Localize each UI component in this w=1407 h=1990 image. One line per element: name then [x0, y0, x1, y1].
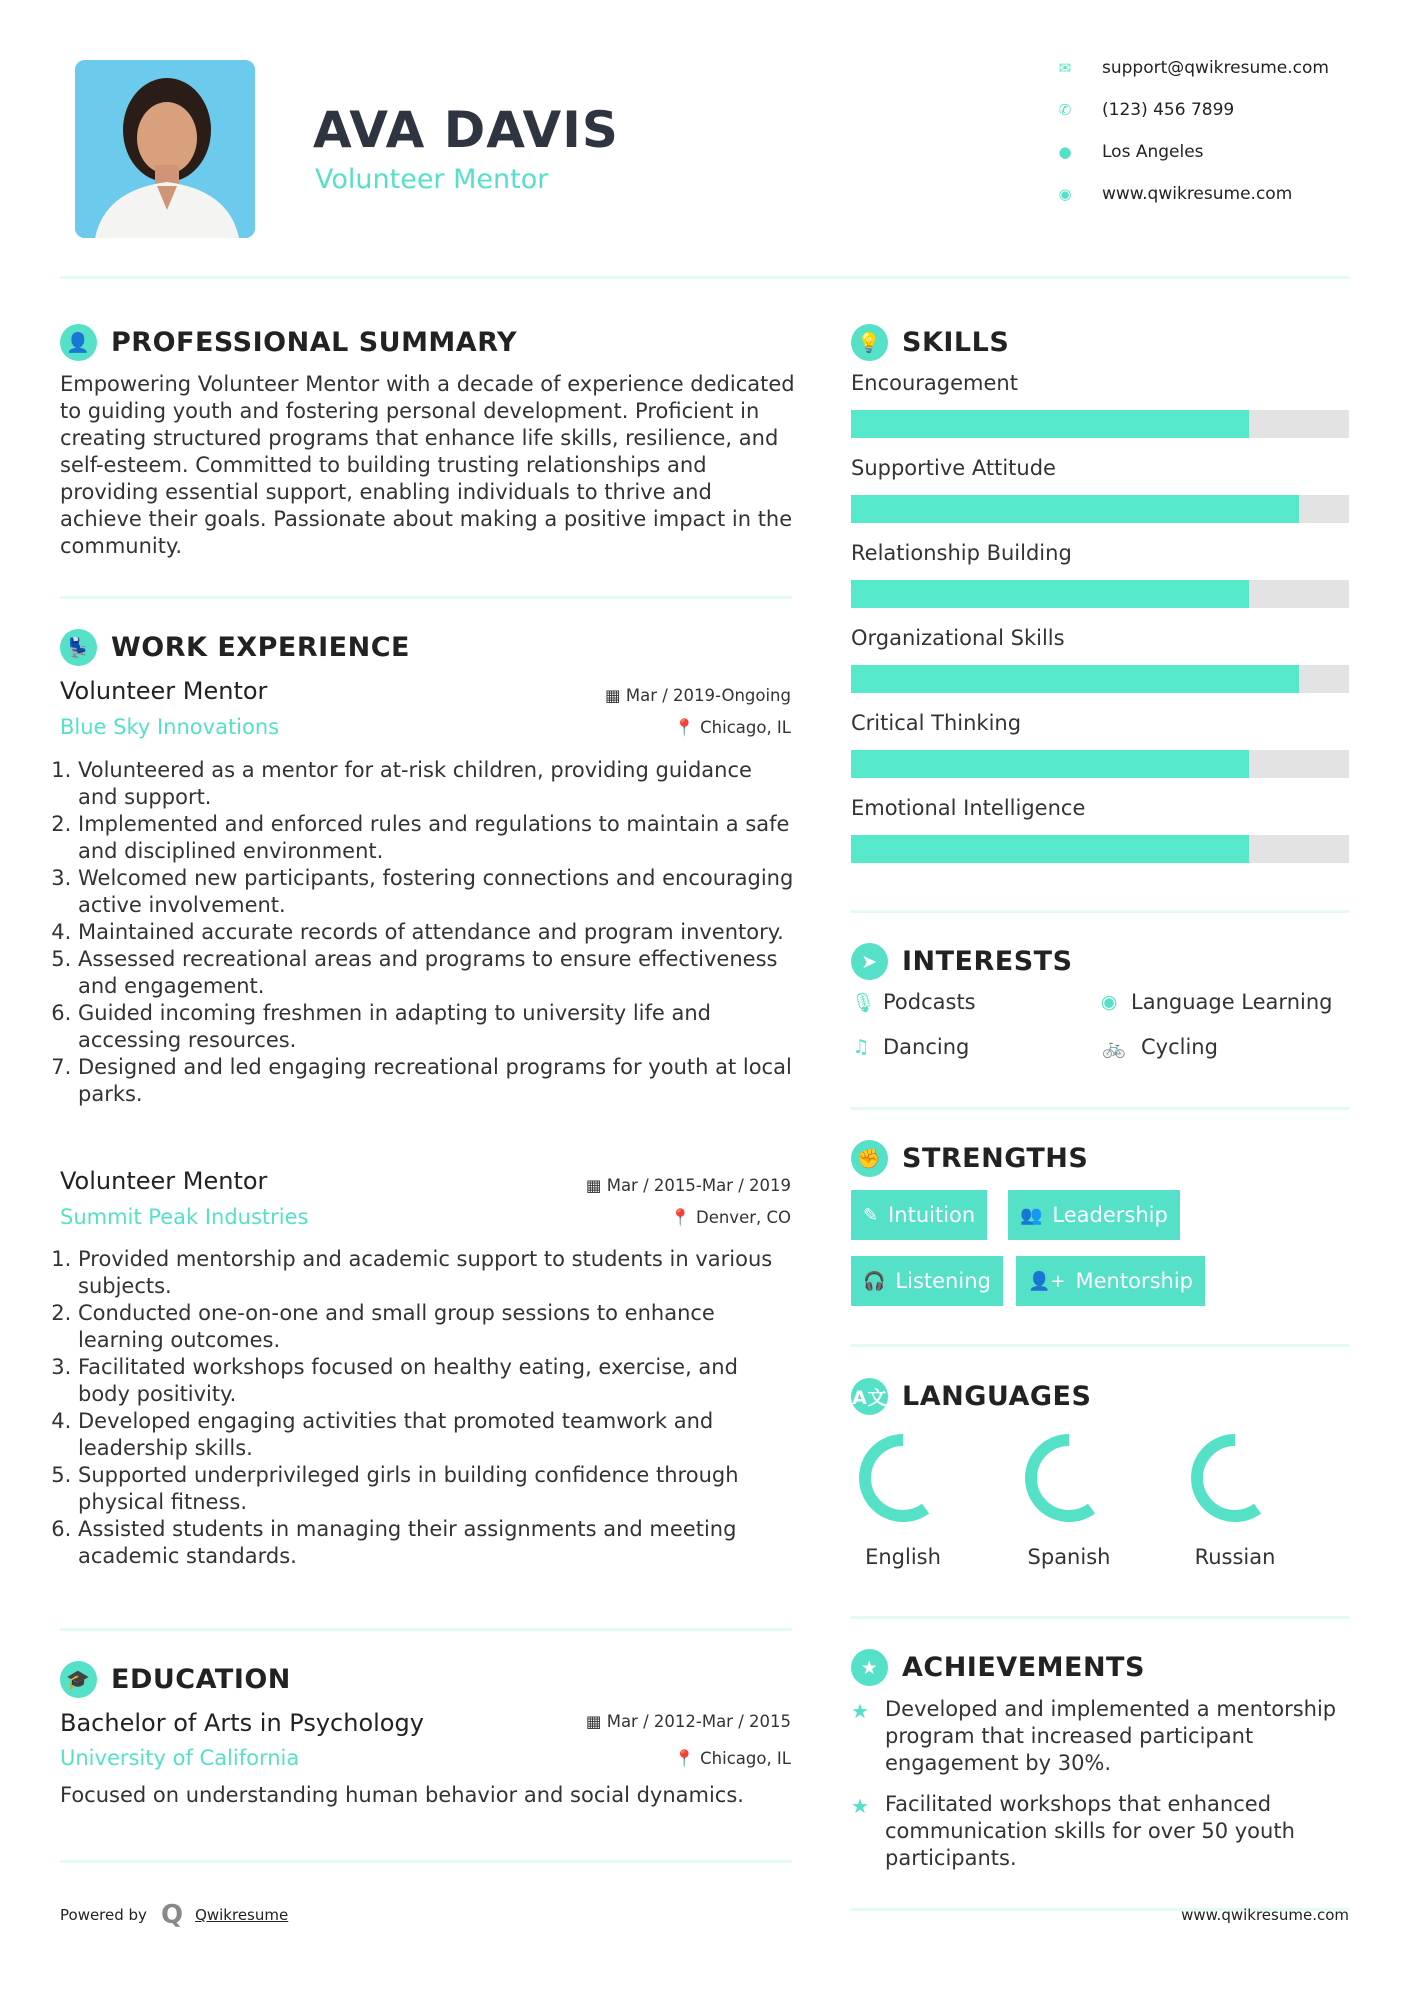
education-location	[674, 1749, 791, 1769]
languages-title: LANGUAGES	[902, 1381, 1092, 1412]
strength-listening	[851, 1256, 1003, 1306]
user-icon: 👤	[60, 324, 97, 361]
skill-bar	[851, 495, 1349, 523]
contact-email[interactable]	[1055, 58, 1329, 78]
interest-podcasts	[851, 990, 976, 1014]
education-text: Focused on understanding human behavior and social dynamics.	[60, 1783, 744, 1807]
skill-bar-fill	[851, 580, 1249, 608]
duty-item: 5. Assessed recreational areas and programs to ensure effectiveness and engagement.	[78, 946, 795, 1000]
skill-bar	[851, 750, 1349, 778]
education-title: EDUCATION	[111, 1664, 291, 1695]
contact-phone[interactable]	[1055, 100, 1234, 120]
strengths-heading	[851, 1140, 1088, 1177]
skill-bar	[851, 835, 1349, 863]
duty-item: 6. Guided incoming freshmen in adapting to university life and accessing resources.	[78, 1000, 795, 1054]
globe-icon: ◉	[1100, 991, 1118, 1013]
strength-mentorship	[1016, 1256, 1205, 1306]
summary-text: Empowering Volunteer Mentor with a decade of experience dedicated to guiding youth and fostering personal development. Proficient in creating structured programs that enhance life skills, resilience, and self-esteem. Committed to building trusting relationships and providing essential support, enabling individuals to thrive and achieve their goals. Passionate about making a positive impact in the community.	[60, 372, 795, 558]
education-date-text: Mar / 2012-Mar / 2015	[606, 1712, 791, 1731]
duty-item: 1. Provided mentorship and academic support to students in various subjects.	[78, 1246, 795, 1300]
achievement-text: Facilitated workshops that enhanced communication skills for over 50 youth participants.	[885, 1792, 1295, 1870]
skill-bar-fill	[851, 410, 1249, 438]
skill-bar	[851, 580, 1349, 608]
skill-label: Encouragement	[851, 371, 1018, 395]
skill-label: Relationship Building	[851, 541, 1072, 565]
job-2-date	[586, 1176, 791, 1195]
language-icon: A文	[851, 1378, 888, 1415]
language-ring	[857, 1432, 949, 1528]
interest-label: Cycling	[1141, 1035, 1218, 1059]
interest-label: Language Learning	[1131, 990, 1333, 1014]
interest-language-learning	[1099, 990, 1332, 1014]
job-2-location-text: Denver, CO	[695, 1208, 791, 1227]
star-icon: ★	[851, 1699, 869, 1723]
envelope-icon: ✉	[1058, 59, 1072, 77]
skill-label: Supportive Attitude	[851, 456, 1056, 480]
achievement-text: Developed and implemented a mentorship program that increased participant engagement by 30%.	[885, 1697, 1337, 1775]
interests-divider	[851, 1107, 1349, 1110]
microphone-icon: 🎙	[851, 991, 876, 1014]
strength-label: Intuition	[888, 1203, 976, 1227]
education-divider	[60, 1860, 792, 1863]
candidate-name: AVA DAVIS	[313, 101, 619, 159]
contact-phone-text: (123) 456 7899	[1102, 100, 1235, 120]
strengths-divider	[851, 1344, 1349, 1347]
fist-icon: ✊	[851, 1140, 888, 1177]
language-ring	[1189, 1432, 1281, 1528]
lightbulb-icon: 💡	[851, 324, 888, 361]
contact-email-text: support@qwikresume.com	[1102, 58, 1329, 78]
interest-dancing	[851, 1035, 969, 1059]
powered-by	[60, 1900, 288, 1930]
language-ring	[1023, 1432, 1115, 1528]
star-icon: ★	[851, 1794, 869, 1818]
education-school: University of California	[60, 1746, 300, 1770]
job-1-location-text: Chicago, IL	[700, 718, 791, 737]
duty-item: 2. Conducted one-on-one and small group sessions to enhance learning outcomes.	[78, 1300, 795, 1354]
users-icon: 👥	[1020, 1204, 1043, 1226]
header-divider	[60, 276, 1349, 279]
duty-item: 3. Welcomed new participants, fostering connections and encouraging active involvement.	[78, 865, 795, 919]
duty-item: 4. Maintained accurate records of attendance and program inventory.	[78, 919, 795, 946]
education-date	[586, 1712, 791, 1731]
job-1-company: Blue Sky Innovations	[60, 715, 280, 739]
duty-item: 7. Designed and led engaging recreational programs for youth at local parks.	[78, 1054, 795, 1108]
graduate-icon: 🎓	[60, 1661, 97, 1698]
duty-item: 4. Developed engaging activities that promoted teamwork and leadership skills.	[78, 1408, 795, 1462]
profile-photo	[75, 60, 255, 238]
magic-wand-icon: ✎	[863, 1204, 879, 1226]
interests-title: INTERESTS	[902, 946, 1073, 977]
achievements-title: ACHIEVEMENTS	[902, 1652, 1145, 1683]
skill-label: Emotional Intelligence	[851, 796, 1086, 820]
calendar-icon: ▦	[585, 1176, 607, 1195]
pin-icon: 📍	[674, 1749, 701, 1768]
candidate-role: Volunteer Mentor	[315, 164, 549, 195]
education-degree: Bachelor of Arts in Psychology	[60, 1709, 424, 1737]
achievements-heading	[851, 1649, 1145, 1686]
language-label: Spanish	[1027, 1545, 1111, 1569]
strength-intuition	[851, 1190, 987, 1240]
job-1-duties	[60, 757, 795, 1108]
languages-divider	[851, 1616, 1349, 1619]
interests-heading	[851, 943, 1073, 980]
interest-cycling	[1099, 1035, 1218, 1059]
duty-item: 2. Implemented and enforced rules and regulations to maintain a safe and disciplined environment.	[78, 811, 795, 865]
headphones-icon: 🎧	[863, 1270, 886, 1292]
strength-label: Leadership	[1052, 1203, 1168, 1227]
globe-icon: ◉	[1058, 185, 1072, 203]
summary-divider	[60, 596, 792, 599]
summary-title: PROFESSIONAL SUMMARY	[111, 327, 518, 358]
contact-location	[1055, 142, 1204, 162]
paper-plane-icon: ➤	[851, 943, 888, 980]
strengths-title: STRENGTHS	[902, 1143, 1089, 1174]
phone-icon: ✆	[1058, 101, 1072, 119]
job-2-company: Summit Peak Industries	[60, 1205, 309, 1229]
summary-heading	[60, 324, 517, 361]
job-1-title: Volunteer Mentor	[60, 677, 268, 705]
qwikresume-logo-icon: Q	[160, 1900, 184, 1930]
job-2-title: Volunteer Mentor	[60, 1167, 268, 1195]
calendar-icon: ▦	[605, 686, 626, 705]
education-heading	[60, 1661, 291, 1698]
job-2-duties	[60, 1246, 795, 1570]
experience-divider	[60, 1628, 792, 1631]
music-note-icon: ♫	[852, 1036, 870, 1058]
duty-item: 6. Assisted students in managing their assignments and meeting academic standards.	[78, 1516, 795, 1570]
job-1-location	[674, 718, 791, 738]
skill-label: Critical Thinking	[851, 711, 1022, 735]
skill-bar-fill	[851, 750, 1249, 778]
skill-bar-fill	[851, 665, 1299, 693]
contact-website-text: www.qwikresume.com	[1102, 184, 1293, 204]
experience-title: WORK EXPERIENCE	[111, 632, 410, 663]
experience-heading	[60, 629, 410, 666]
footer-site[interactable]: www.qwikresume.com	[1181, 1906, 1349, 1924]
languages-heading	[851, 1378, 1091, 1415]
skill-bar	[851, 665, 1349, 693]
calendar-icon: ▦	[585, 1712, 607, 1731]
education-location-text: Chicago, IL	[700, 1749, 791, 1768]
job-1-date	[605, 686, 791, 705]
pin-icon: 📍	[674, 718, 701, 737]
strength-label: Mentorship	[1075, 1269, 1193, 1293]
map-pin-icon: ●	[1058, 143, 1072, 161]
job-1-date-text: Mar / 2019-Ongoing	[625, 686, 791, 705]
language-label: English	[865, 1545, 941, 1569]
skill-bar-fill	[851, 495, 1299, 523]
achievement-item	[851, 1696, 1349, 1777]
skill-label: Organizational Skills	[851, 626, 1065, 650]
job-2-date-text: Mar / 2015-Mar / 2019	[606, 1176, 791, 1195]
skills-heading	[851, 324, 1009, 361]
star-badge-icon: ★	[851, 1649, 888, 1686]
interest-label: Podcasts	[883, 990, 976, 1014]
skill-bar	[851, 410, 1349, 438]
contact-website[interactable]	[1055, 184, 1292, 204]
pin-icon: 📍	[670, 1208, 696, 1227]
briefcase-icon: 💺	[60, 629, 97, 666]
skill-bar-fill	[851, 835, 1249, 863]
bicycle-icon: 🚲	[1102, 1036, 1126, 1059]
powered-by-label: Powered by	[60, 1906, 147, 1924]
skills-divider	[851, 910, 1349, 913]
brand-link[interactable]: Qwikresume	[195, 1906, 289, 1924]
contact-location-text: Los Angeles	[1102, 142, 1204, 162]
interest-label: Dancing	[883, 1035, 970, 1059]
duty-item: 5. Supported underprivileged girls in building confidence through physical fitness.	[78, 1462, 795, 1516]
skills-title: SKILLS	[902, 327, 1010, 358]
strength-leadership	[1008, 1190, 1180, 1240]
strength-label: Listening	[895, 1269, 991, 1293]
duty-item: 3. Facilitated workshops focused on healthy eating, exercise, and body positivity.	[78, 1354, 795, 1408]
job-2-location	[670, 1208, 791, 1228]
achievement-item	[851, 1791, 1349, 1872]
language-label: Russian	[1194, 1545, 1276, 1569]
user-plus-icon: 👤+	[1028, 1270, 1066, 1292]
duty-item: 1. Volunteered as a mentor for at-risk children, providing guidance and support.	[78, 757, 795, 811]
